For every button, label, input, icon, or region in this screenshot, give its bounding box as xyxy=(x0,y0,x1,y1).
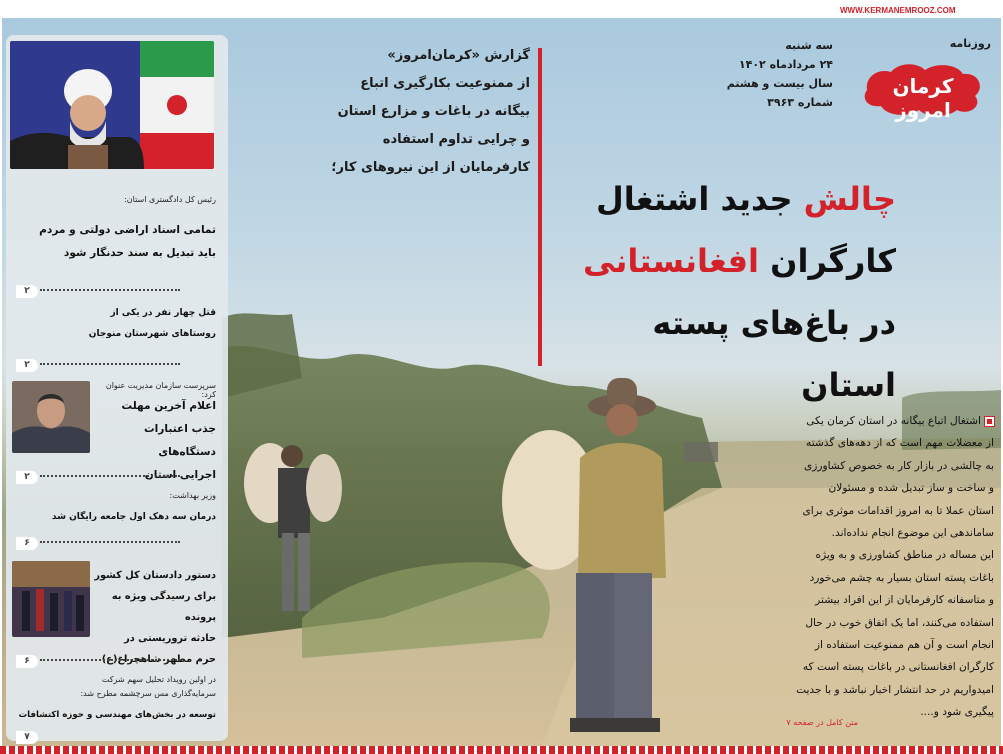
page-number-badge: ۲ xyxy=(16,359,38,372)
sidebar-headline-line: روستاهای شهرستان منوجان xyxy=(88,329,216,339)
sidebar-headline-line: قتل چهار نفر در یکی از xyxy=(110,308,216,318)
sidebar-caption xyxy=(16,673,216,701)
edition-year: سال بیست و هشتم xyxy=(726,77,833,90)
headline-text: کارگران xyxy=(759,242,896,280)
site-url[interactable]: WWW.KERMANEMROOZ.COM xyxy=(840,6,956,15)
article-line: و متاسفانه کارفرمایان از این افراد بیشتر xyxy=(815,594,994,607)
shrine-crowd-image xyxy=(12,561,90,637)
article-line: باغات پسته استان بسیار به چشم می‌خورد xyxy=(809,571,994,584)
article-line: استان عملا تا به امروز اقدامات موثری برای xyxy=(802,504,994,517)
main-headline-line3: در باغ‌های پسته استان xyxy=(652,304,896,404)
sidebar-headline[interactable]: توسعه در بخش‌های مهندسی و حوزه اکتشافات xyxy=(18,710,216,720)
paper-type-label: روزنامه xyxy=(949,37,991,50)
bottom-border xyxy=(0,746,1003,754)
sidebar-headline-line: حرم مطهر شاهچراغ(ع) xyxy=(101,654,216,665)
sidebar-headline[interactable] xyxy=(14,219,216,265)
article-line: به چالشی در بازار کار به خصوص کشاورزی xyxy=(803,459,994,472)
sidebar-caption: سرپرست سازمان مدیریت عنوان کرد: xyxy=(105,381,216,399)
sidebar-headline-line: اعلام آخرین مهلت xyxy=(121,400,216,412)
logo-text: کرمان امروز xyxy=(892,74,954,122)
article-line: استفاده می‌کنند، اما یک اتفاق خوب در حال xyxy=(805,616,994,629)
sidebar-caption: رئیس کل دادگستری استان: xyxy=(124,195,216,204)
article-line: از معضلات مهم است که از دهه‌های گذشته xyxy=(806,437,994,450)
article-line: پیگیری شود و.... xyxy=(920,706,994,719)
report-line: و چرایی تداوم استفاده xyxy=(382,132,530,147)
page-number-badge: ۷ xyxy=(16,731,38,744)
sidebar-headline-line: برای رسیدگی ویژه به پرونده xyxy=(111,591,216,623)
divider-bar xyxy=(538,48,542,366)
article-line: امیدواریم در حد انتشار اخبار نباشد و با جدیت xyxy=(796,683,994,696)
headline-highlight: افغانستانی xyxy=(582,242,760,280)
sidebar-headline-line: باید تبدیل به سند حدنگار شود xyxy=(63,247,216,259)
article-line: و ساخت و ساز تبدیل شده و مسئولان xyxy=(828,482,994,495)
report-line: از ممنوعیت بکارگیری اتباع xyxy=(360,76,530,91)
sidebar-headline-line: تمامی اسناد اراضی دولتی و مردم xyxy=(39,224,216,236)
sidebar-headline[interactable] xyxy=(14,303,216,345)
dotted-separator xyxy=(40,289,180,292)
edition-date: ۲۴ مردادماه ۱۴۰۲ xyxy=(738,58,833,71)
main-headline[interactable] xyxy=(556,168,896,416)
edition-info xyxy=(723,36,833,112)
article-lead xyxy=(762,410,994,724)
bullet-square-icon xyxy=(985,417,994,426)
report-headline[interactable] xyxy=(302,42,530,182)
article-line: کارگران افغانستانی در باغات پسته است که xyxy=(802,661,994,674)
dotted-separator xyxy=(40,475,180,478)
judge-portrait-image xyxy=(10,41,214,169)
report-line: بیگانه در باغات و مزارع استان xyxy=(337,104,530,119)
sidebar-headline[interactable]: درمان سه دهک اول جامعه رایگان شد xyxy=(51,512,216,522)
headline-text: جدید اشتغال xyxy=(596,180,804,218)
sidebar-caption: وزیر بهداشت: xyxy=(169,491,216,500)
page-number-badge: ۲ xyxy=(16,285,38,298)
page-number-badge: ۶ xyxy=(16,537,38,550)
main-headline-line1 xyxy=(556,168,896,230)
sidebar-headline-line: حادثه تروریستی در xyxy=(124,633,216,644)
page-number-badge: ۲ xyxy=(16,471,38,484)
sidebar-caption-line: سرمایه‌گذاری مس سرچشمه مطرح شد: xyxy=(80,689,216,698)
sidebar-headline[interactable] xyxy=(94,565,216,670)
sidebar-caption-line: در اولین رویداد تحلیل سهم شرکت xyxy=(101,675,216,684)
dotted-separator xyxy=(40,659,180,662)
article-line: این مساله در مناطق کشاورزی و به ویژه xyxy=(815,549,994,562)
report-line: کارفرمایان از این نیروهای کار؛ xyxy=(331,160,530,175)
official-portrait-image xyxy=(12,381,90,453)
sidebar-headline-line: جذب اعتبارات دستگاه‌های xyxy=(144,423,216,458)
article-line: ساماندهی این موضوع انجام نداده‌اند. xyxy=(831,527,994,540)
front-page xyxy=(2,18,1001,746)
sidebar-headline[interactable] xyxy=(94,395,216,487)
page-number-badge: ۶ xyxy=(16,655,38,668)
article-line: اشتغال اتباع بیگانه در استان کرمان یکی xyxy=(806,415,981,427)
dotted-separator xyxy=(40,363,180,366)
article-line: انجام است و آن هم ممنوعیت استفاده از xyxy=(814,639,994,652)
sidebar-headline-line: اجرایی استان xyxy=(144,469,216,481)
headline-highlight: چالش xyxy=(803,180,896,218)
continue-link[interactable]: متن کامل در صفحه ۷ xyxy=(786,718,858,727)
edition-day: سه شنبه xyxy=(785,39,833,52)
edition-issue: شماره ۳۹۶۳ xyxy=(767,96,833,109)
sidebar-headline-line: دستور دادستان کل کشور xyxy=(94,570,216,581)
main-headline-line2 xyxy=(556,230,896,292)
report-line: گزارش «کرمان‌امروز» xyxy=(387,48,530,63)
dotted-separator xyxy=(40,541,180,544)
news-sidebar xyxy=(6,35,228,741)
